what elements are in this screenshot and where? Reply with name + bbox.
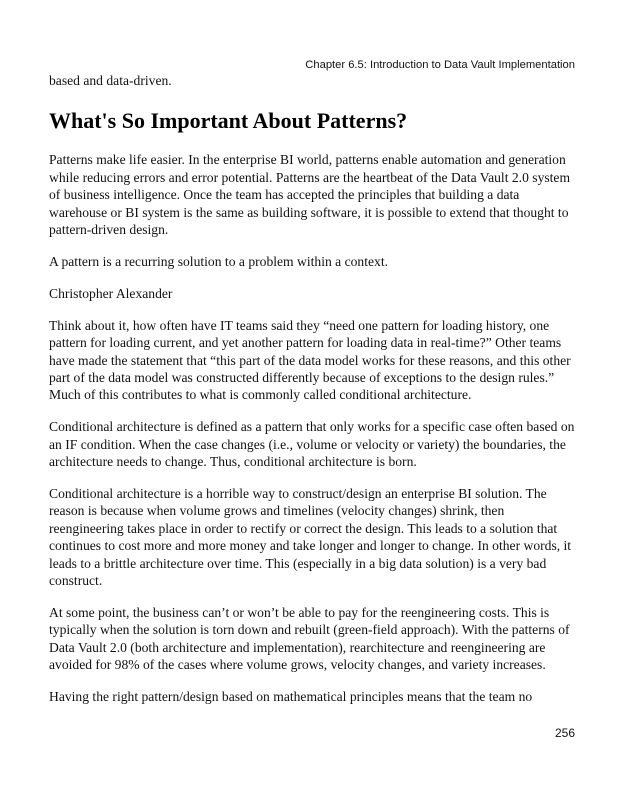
paragraph-right-pattern: Having the right pattern/design based on mathematical principles means that the team no xyxy=(49,689,533,705)
quote-attribution: Christopher Alexander xyxy=(49,285,173,301)
section-heading: What's So Important About Patterns? xyxy=(49,108,408,134)
page-number: 256 xyxy=(554,726,575,740)
paragraph-conditional-definition: Conditional architecture is defined as a pattern that only works for a specific case often based on an IF condition. When the case changes (i.e., volume or velocity or variety) the boundaries, the architecture needs to change. Thus, conditional architecture is born. xyxy=(49,419,575,470)
paragraph-think-about-it: Think about it, how often have IT teams said they “need one pattern for loading history, one pattern for loading current, and yet another pattern for loading data in real-time?” Other teams have made the statement that “this part of the data model works for these reasons, and this other part of the data model was constructed differently because of exceptions to the design rules.” Much of this contributes to what is commonly called conditional architecture. xyxy=(49,317,571,403)
quote-text: A pattern is a recurring solution to a problem within a context. xyxy=(49,253,389,269)
chapter-header: Chapter 6.5: Introduction to Data Vault Implementation xyxy=(305,59,575,71)
body-text xyxy=(49,72,575,720)
paragraph-conditional-horrible: Conditional architecture is a horrible way to construct/design an enterprise BI solution. The reason is because when volume grows and timelines (velocity changes) shrink, then reengineering takes place in order to rectify or correct the design. This leads to a solution that continues to cost more and more money and take longer and longer to change. In other words, it leads to a brittle architecture over time. This (especially in a big data solution) is a very bad construct. xyxy=(49,486,572,589)
carryover-text: based and data-driven. xyxy=(49,73,172,88)
paragraph-patterns-intro: Patterns make life easier. In the enterprise BI world, patterns enable automation and generation while reducing errors and error potential. Patterns are the heartbeat of the Data Vault 2.0 system of business intelligence. Once the team has accepted the principles that building a data warehouse or BI system is the same as building software, it is possible to extend that thought to pattern-driven design. xyxy=(49,152,571,238)
paragraph-reengineering-costs: At some point, the business can’t or won’t be able to pay for the reengineering costs. This is typically when the solution is torn down and rebuilt (green-field approach). With the patterns of Data Vault 2.0 (both architecture and implementation), rearchitecture and reengineering are avoided for 98% of the cases where volume grows, velocity changes, and variety increases. xyxy=(49,604,570,673)
